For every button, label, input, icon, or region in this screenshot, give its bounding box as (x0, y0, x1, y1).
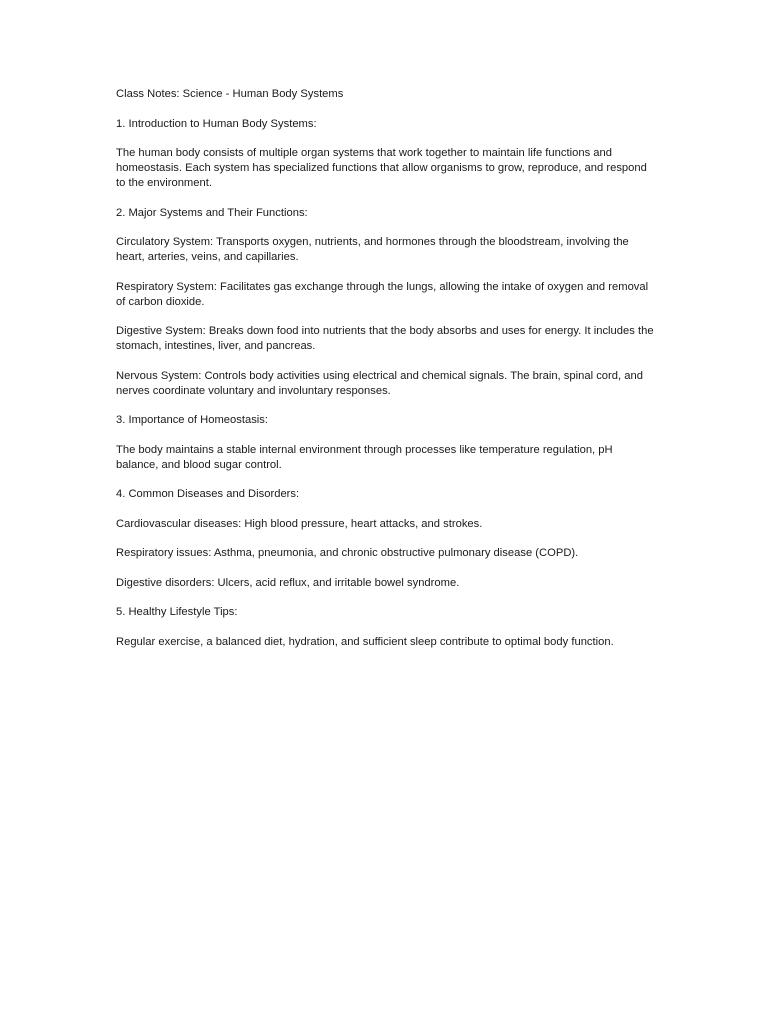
paragraph-digestive: Digestive System: Breaks down food into nutrients that the body absorbs and uses for energy. It includes the stomach, intestines, liver, and pancreas. (116, 325, 654, 352)
section-heading: 2. Major Systems and Their Functions: (116, 206, 308, 219)
section-heading: 3. Importance of Homeostasis: (116, 414, 269, 426)
section-introduction (116, 117, 656, 192)
document-title: Class Notes: Science - Human Body Systems (116, 88, 344, 100)
paragraph-respiratory: Respiratory System: Facilitates gas exchange through the lungs, allowing the intake of oxygen and removal of carbon dioxide. (116, 280, 649, 308)
paragraph-nervous: Nervous System: Controls body activities using electrical and chemical signals. The brain, spinal cord, and nerves coordinate voluntary and involuntary responses. (116, 369, 643, 397)
paragraph-digestive-disorders: Digestive disorders: Ulcers, acid reflux, and irritable bowel syndrome. (116, 576, 460, 589)
section-homeostasis (116, 413, 656, 473)
section-diseases (116, 487, 656, 591)
section-heading: 5. Healthy Lifestyle Tips: (116, 606, 238, 618)
section-heading: 4. Common Diseases and Disorders: (116, 488, 300, 500)
paragraph-circulatory: Circulatory System: Transports oxygen, nutrients, and hormones through the bloodstream, involving the heart, arteries, veins, and capillaries. (116, 236, 629, 263)
paragraph-cardiovascular: Cardiovascular diseases: High blood pressure, heart attacks, and strokes. (116, 517, 483, 530)
paragraph: The human body consists of multiple organ systems that work together to maintain life functions and homeostasis. Each system has specialized functions that allow organisms to grow, reproduce, and respond to the environment. (116, 147, 647, 189)
section-lifestyle (116, 605, 656, 650)
paragraph: The body maintains a stable internal environment through processes like temperature regulation, pH balance, and blood sugar control. (116, 443, 613, 471)
document-page (116, 87, 656, 664)
section-major-systems (116, 206, 656, 399)
section-heading: 1. Introduction to Human Body Systems: (116, 117, 317, 130)
paragraph: Regular exercise, a balanced diet, hydration, and sufficient sleep contribute to optimal body function. (116, 635, 614, 648)
paragraph-respiratory-issues: Respiratory issues: Asthma, pneumonia, and chronic obstructive pulmonary disease (COPD). (116, 547, 579, 559)
